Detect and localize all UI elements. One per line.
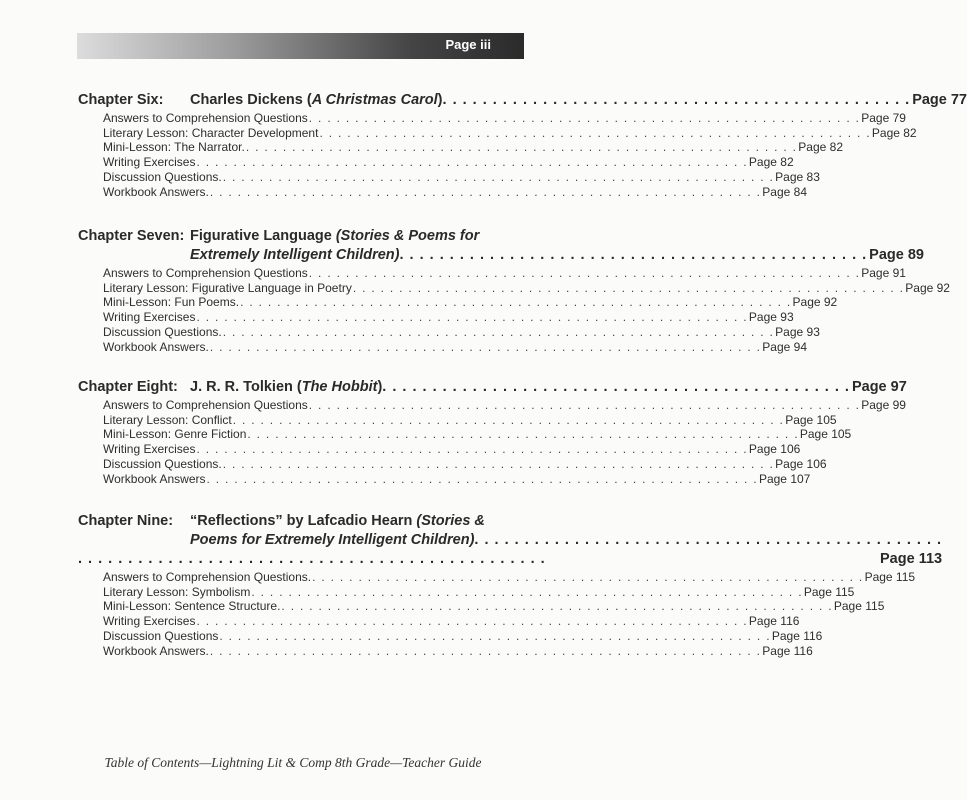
chapter-title: Chapter Six: Charles Dickens (A Christmas Carol) . . . Page 77 <box>78 91 524 110</box>
chapter-title <box>78 512 943 569</box>
page-header-bar <box>77 33 524 59</box>
chapter-label: Chapter Seven: <box>78 228 185 244</box>
toc-entry: Discussion Questions. . . . Page 106 <box>103 457 524 472</box>
chapter-page: Page 113 <box>880 551 943 567</box>
toc-entry: Workbook Answers. . . . Page 116 <box>103 644 524 659</box>
toc-entry: Writing Exercises . . . Page 82 <box>103 155 524 170</box>
toc-entry: Answers to Comprehension Questions . . . Page 99 <box>103 398 524 413</box>
chapter-title <box>78 227 924 265</box>
toc-entry: Writing Exercises . . . Page 93 <box>103 310 524 325</box>
toc-entry: Mini-Lesson: Fun Poems. . . . Page 92 <box>103 295 524 310</box>
chapter-title-italic: (Stories & Poems for <box>335 228 480 244</box>
chapter-title-italic: Poems for Extremely Intelligent Children) <box>190 532 475 548</box>
chapter-label: Chapter Nine: <box>78 513 174 529</box>
toc-entry: Answers to Comprehension Questions . . . Page 91 <box>103 266 524 281</box>
chapter-title-italic: The Hobbit <box>301 379 378 395</box>
chapter-label: Chapter Eight: <box>78 379 178 395</box>
page-number: Page iii <box>445 37 491 52</box>
chapter-title-text: Charles Dickens ( <box>190 92 312 108</box>
toc-entry: Answers to Comprehension Questions . . . Page 79 <box>103 111 524 126</box>
chapter-page: Page 89 <box>869 247 924 263</box>
chapter-six <box>78 91 967 199</box>
toc-entry: Literary Lesson: Character Development . . . Page 82 <box>103 126 524 141</box>
toc-entry: Workbook Answers. . . . Page 94 <box>103 340 524 355</box>
toc-entry: Mini-Lesson: The Narrator. . . . Page 82 <box>103 140 524 155</box>
toc-entry: Discussion Questions. . . . Page 83 <box>103 170 524 185</box>
toc-entry: Discussion Questions . . . Page 116 <box>103 629 524 644</box>
toc-entry: Writing Exercises . . . Page 116 <box>103 614 524 629</box>
chapter-label: Chapter Six: <box>78 92 164 108</box>
chapter-title-italic: Extremely Intelligent Children) <box>190 247 400 263</box>
toc-entry: Mini-Lesson: Genre Fiction . . . Page 105 <box>103 427 524 442</box>
toc-entry: Writing Exercises . . . Page 106 <box>103 442 524 457</box>
chapter-title-text: “Reflections” by Lafcadio Hearn <box>190 513 417 529</box>
toc-entry: Mini-Lesson: Sentence Structure. . . . Page 115 <box>103 599 524 614</box>
chapter-eight <box>78 378 907 486</box>
page-footer: Table of Contents—Lightning Lit & Comp 8th Grade—Teacher Guide <box>104 755 482 770</box>
toc-entry: Literary Lesson: Symbolism . . . Page 115 <box>103 585 524 600</box>
chapter-title-italic: (Stories & <box>416 513 485 529</box>
chapter-title-text: Figurative Language <box>190 228 336 244</box>
chapter-title-text: J. R. R. Tolkien ( <box>190 379 302 395</box>
chapter-seven <box>78 227 950 354</box>
chapter-title: Chapter Eight: J. R. R. Tolkien (The Hobbit) . . . Page 97 <box>78 378 524 397</box>
toc-entry: Answers to Comprehension Questions. . . . Page 115 <box>103 570 524 585</box>
toc-entry: Workbook Answers. . . . Page 84 <box>103 185 524 200</box>
toc-entry: Workbook Answers . . . Page 107 <box>103 472 524 487</box>
chapter-page: Page 77 <box>912 92 967 108</box>
chapter-nine <box>78 512 943 658</box>
chapter-title-italic: A Christmas Carol <box>311 92 438 108</box>
toc-entry: Literary Lesson: Figurative Language in Poetry . . . Page 92 <box>103 281 524 296</box>
chapter-page: Page 97 <box>851 379 907 395</box>
toc-entry: Discussion Questions. . . . Page 93 <box>103 325 524 340</box>
toc-entry: Literary Lesson: Conflict . . . Page 105 <box>103 413 524 428</box>
